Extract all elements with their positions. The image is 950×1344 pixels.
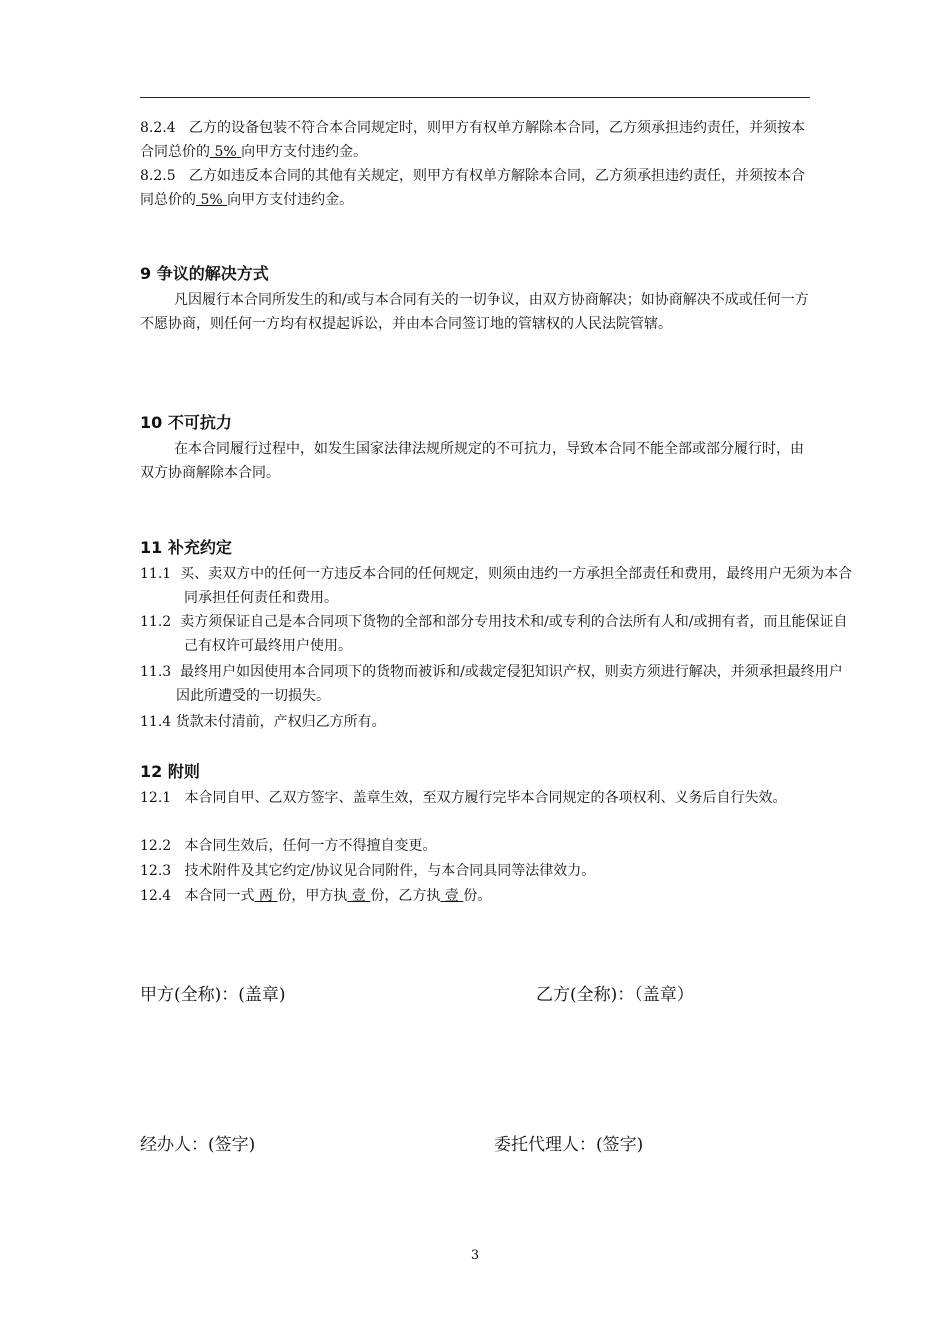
clause-number: 11.2 <box>140 614 172 630</box>
copies-party-b: 壹 <box>444 888 459 904</box>
copies-party-a: 壹 <box>351 888 366 904</box>
clause-text: 卖方须保证自己是本合同项下货物的全部和部分专用技术和/或专利的合法所有人和/或拥有者，而且能保证自己有权许可最终用户使用。 <box>180 614 848 654</box>
page-number: 3 <box>470 1248 480 1263</box>
clause-number: 11.3 <box>140 664 172 680</box>
clause-number: 8.2.5 <box>140 168 176 184</box>
party-a-signature-label: 甲方(全称)：(盖章) <box>140 985 286 1005</box>
clause-text: 向甲方支付违约金。 <box>241 144 368 160</box>
handler-signature-label: 经办人：(签字) <box>140 1135 256 1155</box>
clause-text: 乙方如违反本合同的其他有关规定，则甲方有权单方解除本合同，乙方须承担违约责任，并须按本合同总价的 <box>140 168 805 208</box>
section-9-heading: 9 争议的解决方式 <box>140 264 269 283</box>
clause-text: 货款未付清前，产权归乙方所有。 <box>175 714 386 730</box>
agent-signature-label: 委托代理人：(签字) <box>494 1135 644 1155</box>
clause-text: 最终用户如因使用本合同项下的货物而被诉和/或裁定侵犯知识产权，则卖方须进行解决，并须承担最终用户因此所遭受的一切损失。 <box>176 664 843 704</box>
clause-text: 本合同一式 <box>184 888 255 904</box>
clause-text: 份，乙方执 <box>370 888 441 904</box>
clause-number: 12.4 <box>140 888 172 904</box>
clause-text: 买、卖双方中的任何一方违反本合同的任何规定，则须由违约一方承担全部责任和费用，最终用户无须为本合同承担任何责任和费用。 <box>180 566 853 606</box>
clause-text: 份。 <box>463 888 492 904</box>
clause-text: 技术附件及其它约定/协议见合同附件，与本合同具同等法律效力。 <box>184 863 596 879</box>
section-10-heading: 10 不可抗力 <box>140 413 232 432</box>
clause-text: 本合同生效后，任何一方不得擅自变更。 <box>184 838 437 854</box>
section-11-heading: 11 补充约定 <box>140 538 232 557</box>
clause-8-2-5 <box>140 164 812 212</box>
section-10-body: 在本合同履行过程中，如发生国家法律法规所规定的不可抗力，导致本合同不能全部或部分履行时，由双方协商解除本合同。 <box>140 441 804 481</box>
copies-total: 两 <box>258 888 273 904</box>
clause-number: 11.1 <box>140 566 172 582</box>
clause-number: 11.4 <box>140 714 172 730</box>
header-rule <box>140 97 810 98</box>
clause-number: 12.1 <box>140 790 172 806</box>
clause-11-3 <box>140 660 848 708</box>
clause-12-1 <box>140 786 812 810</box>
clause-number: 12.2 <box>140 838 172 854</box>
clause-12-2 <box>140 834 812 858</box>
section-9-body: 凡因履行本合同所发生的和/或与本合同有关的一切争议，由双方协商解决；如协商解决不成或任何一方不愿协商，则任何一方均有权提起诉讼，并由本合同签订地的管辖权的人民法院管辖。 <box>140 292 809 332</box>
penalty-percent: 5% <box>214 144 237 160</box>
clause-number: 12.3 <box>140 863 172 879</box>
clause-text: 向甲方支付违约金。 <box>227 192 354 208</box>
clause-11-1 <box>140 562 856 610</box>
clause-11-4 <box>140 710 812 734</box>
clause-12-3 <box>140 859 812 883</box>
clause-text: 份，甲方执 <box>277 888 348 904</box>
clause-text: 乙方的设备包装不符合本合同规定时，则甲方有权单方解除本合同，乙方须承担违约责任，并须按本合同总价的 <box>140 120 805 160</box>
clause-8-2-4 <box>140 116 812 164</box>
clause-11-2 <box>140 610 856 658</box>
party-b-signature-label: 乙方(全称)：（盖章） <box>536 985 694 1005</box>
section-12-heading: 12 附则 <box>140 762 200 781</box>
penalty-percent: 5% <box>200 192 223 208</box>
clause-number: 8.2.4 <box>140 120 176 136</box>
clause-text: 本合同自甲、乙双方签字、盖章生效，至双方履行完毕本合同规定的各项权利、义务后自行失效。 <box>184 790 787 806</box>
clause-12-4 <box>140 884 812 908</box>
